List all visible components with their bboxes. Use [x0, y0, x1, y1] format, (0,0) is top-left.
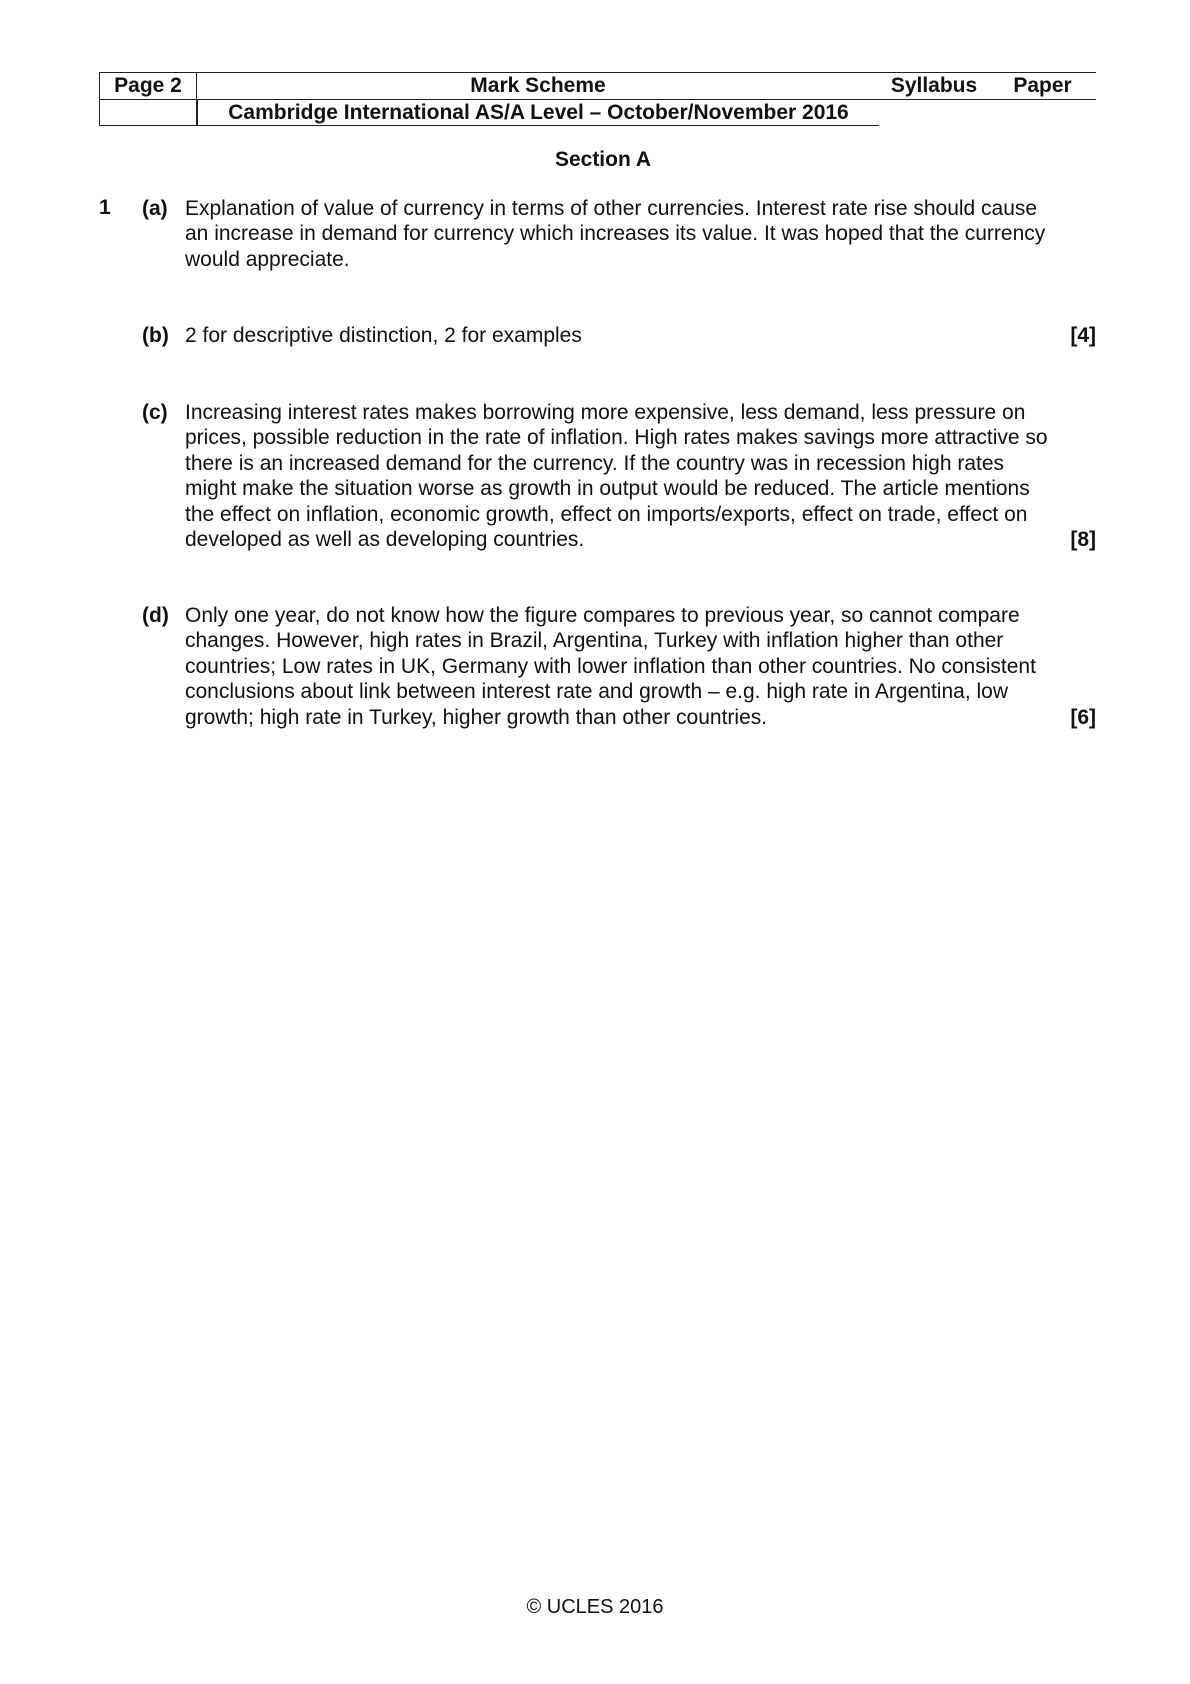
- part-text: Increasing interest rates makes borrowing more expensive, less demand, less pressure on prices, possible reduction in the rate of inflation. High rates makes savings more attractive so there is an increased demand for the currency. If the country was in recession high rates might make the situation worse as growth in output would be reduced. The article mentions the effect on inflation, economic growth, effect on imports/exports, effect on trade, effect on developed as well as developing countries.: [185, 401, 1048, 552]
- section-title: [0, 148, 1190, 172]
- header-syllabus: Syllabus: [890, 74, 978, 97]
- header-row-1: [99, 72, 1096, 100]
- header-title: Mark Scheme: [470, 74, 606, 97]
- header-row-2: [99, 100, 1096, 126]
- part-label: (d): [142, 604, 169, 627]
- part-marks: [8]: [1070, 528, 1096, 551]
- part-label: (c): [142, 401, 168, 424]
- footer-copyright: © UCLES 2016: [526, 1596, 664, 1618]
- part-label: (b): [142, 324, 169, 347]
- part-text: Only one year, do not know how the figure compares to previous year, so cannot compare changes. However, high rates in Brazil, Argentina, Turkey with inflation higher than other countries; Low rates in UK, Germany with lower inflation than other countries. No consistent conclusions about link between interest rate and growth – e.g. high rate in Argentina, low growth; high rate in Turkey, higher growth than other countries.: [185, 604, 1036, 729]
- part-marks: [4]: [1070, 324, 1096, 347]
- header-table: [99, 72, 1096, 126]
- question-number: 1: [99, 196, 111, 219]
- header-subtitle: Cambridge International AS/A Level – October/November 2016: [197, 100, 879, 126]
- part-a: [142, 196, 1096, 276]
- part-text: Explanation of value of currency in terms of other currencies. Interest rate rise should cause an increase in demand for currency which increases its value. It was hoped that the currency would appreciate.: [185, 197, 1046, 271]
- part-marks: [6]: [1070, 706, 1096, 729]
- part-b: [142, 323, 1096, 351]
- part-d: [142, 603, 1096, 738]
- header-page-empty: [99, 100, 197, 126]
- header-page: Page 2: [99, 73, 197, 99]
- part-c: [142, 400, 1096, 560]
- part-text: 2 for descriptive distinction, 2 for examples: [185, 324, 582, 347]
- section-title-text: Section A: [554, 148, 652, 171]
- part-label: (a): [142, 197, 168, 220]
- header-paper: Paper: [1013, 74, 1072, 97]
